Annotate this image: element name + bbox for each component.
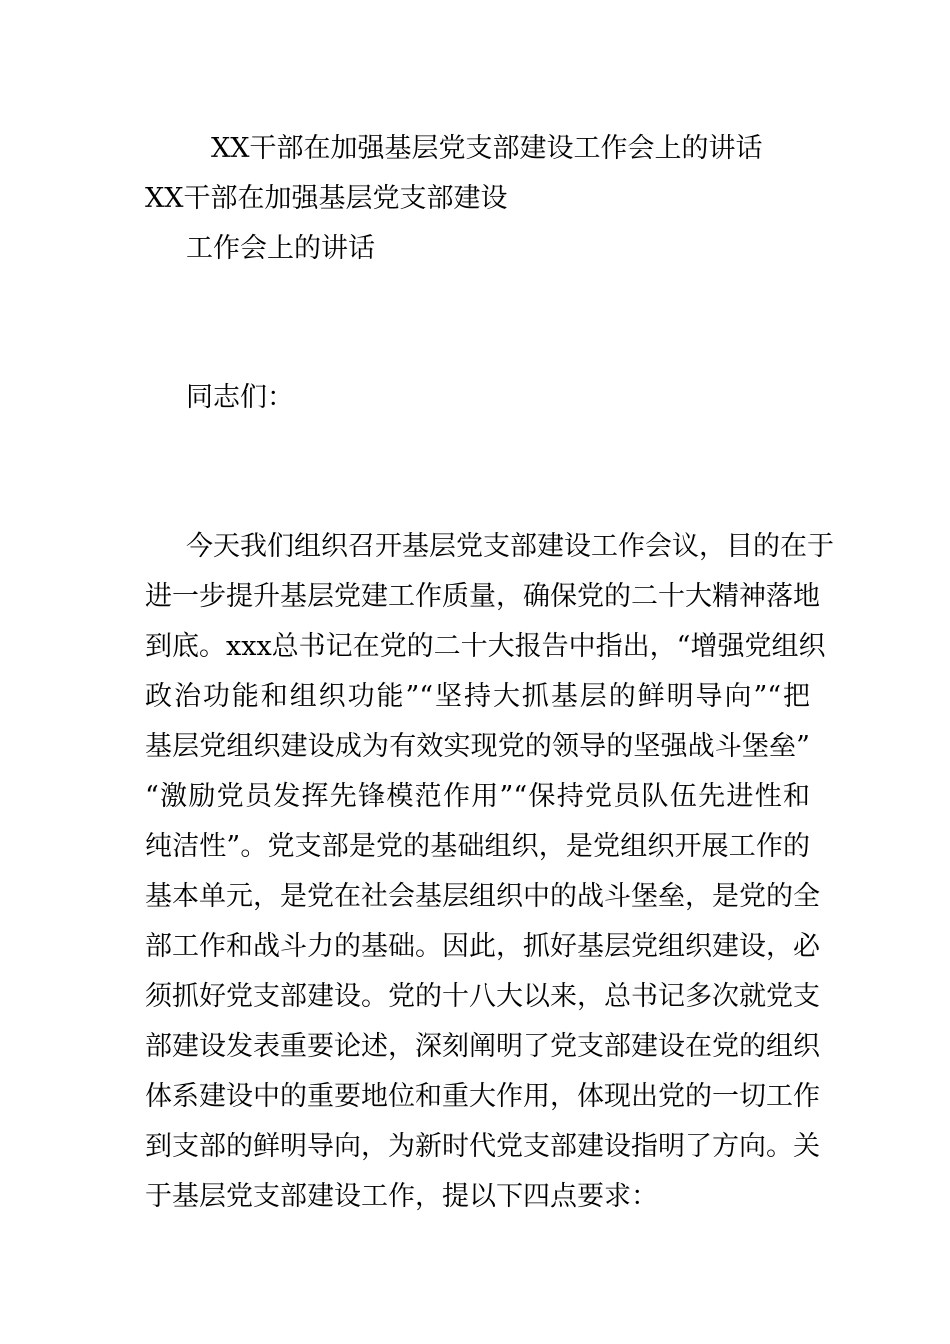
body-line: 纯洁性”。党支部是党的基础组织，是党组织开展工作的 xyxy=(145,831,810,862)
body-line: 须抓好党支部建设。党的十八大以来，总书记多次就党支 xyxy=(145,981,820,1012)
document-subtitle-line-2: 工作会上的讲话 xyxy=(186,233,375,264)
body-line: 体系建设中的重要地位和重大作用，体现出党的一切工作 xyxy=(145,1081,820,1112)
salutation: 同志们： xyxy=(186,382,294,413)
body-line: 部工作和战斗力的基础。因此，抓好基层党组织建设，必 xyxy=(145,931,820,962)
body-line: “激励党员发挥先锋模范作用”“保持党员队伍先进性和 xyxy=(145,781,810,812)
body-line: 到底。xxx总书记在党的二十大报告中指出，“增强党组织 xyxy=(145,631,826,662)
body-line: 今天我们组织召开基层党支部建设工作会议，目的在于 xyxy=(186,531,834,562)
body-line: 基层党组织建设成为有效实现党的领导的坚强战斗堡垒” xyxy=(145,731,810,762)
body-line: 政治功能和组织功能”“坚持大抓基层的鲜明导向”“把 xyxy=(145,681,810,712)
body-line: 部建设发表重要论述，深刻阐明了党支部建设在党的组织 xyxy=(145,1031,820,1062)
body-paragraph xyxy=(145,531,834,1232)
body-line: 到支部的鲜明导向，为新时代党支部建设指明了方向。关 xyxy=(145,1131,820,1162)
body-line: 于基层党支部建设工作，提以下四点要求： xyxy=(145,1181,658,1212)
body-line: 基本单元，是党在社会基层组织中的战斗堡垒，是党的全 xyxy=(145,881,820,912)
document-subtitle-line-1: XX干部在加强基层党支部建设 xyxy=(145,183,508,214)
document-title: XX干部在加强基层党支部建设工作会上的讲话 xyxy=(211,133,763,164)
body-line: 进一步提升基层党建工作质量，确保党的二十大精神落地 xyxy=(145,581,820,612)
